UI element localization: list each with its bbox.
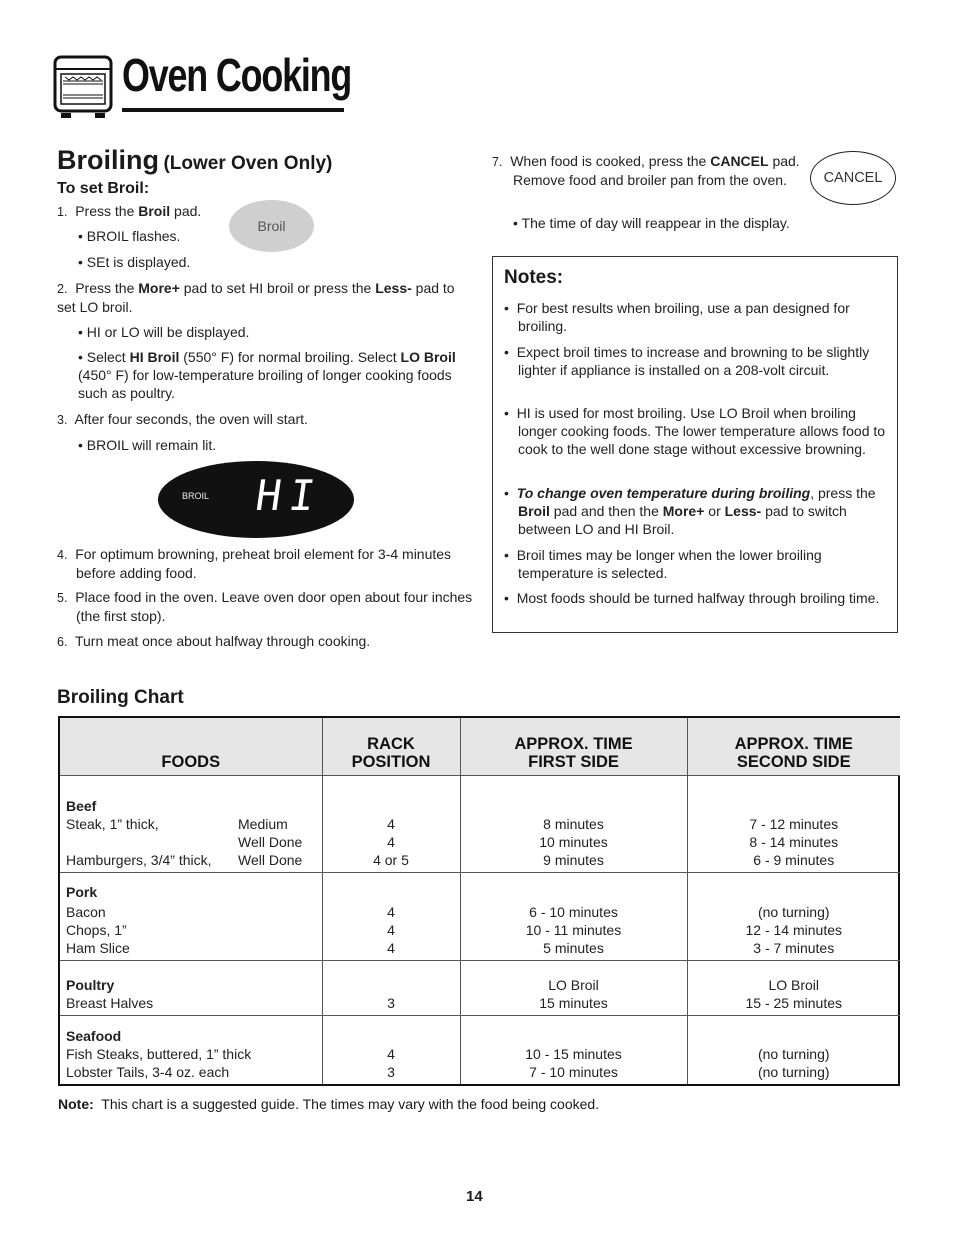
seafood-rack: 4 3 — [322, 1016, 460, 1085]
seafood-first-side: 10 - 15 minutes 7 - 10 minutes — [460, 1016, 687, 1085]
step-1-bullet-2: • SEt is displayed. — [78, 254, 191, 270]
note-2: • Expect broil times to increase and browning to be slightly lighter if appliance is installed on a 208-volt circuit. — [504, 344, 870, 378]
seafood-second-side: (no turning) (no turning) — [687, 1016, 900, 1085]
header-second-side: APPROX. TIME SECOND SIDE — [687, 718, 900, 776]
note-3: • HI is used for most broiling. Use LO Broil when broiling longer cooking foods. The lower temperature allows food to cook to the well done stage without excessive browning. — [504, 405, 886, 457]
step-6: 6. Turn meat once about halfway through cooking. — [57, 633, 371, 649]
pork-second-side: (no turning) 12 - 14 minutes 3 - 7 minutes — [687, 873, 900, 961]
step-4: 4. For optimum browning, preheat broil element for 3-4 minutes before adding food. — [57, 546, 452, 581]
page-number: 14 — [466, 1188, 483, 1205]
note-5: • Broil times may be longer when the lower broiling temperature is selected. — [504, 547, 822, 581]
poultry-rack: 3 — [322, 961, 460, 1016]
title-underline — [122, 108, 344, 112]
poultry-foods: Poultry Breast Halves — [60, 961, 322, 1016]
display-value: HI — [252, 471, 327, 520]
note-1: • For best results when broiling, use a pan designed for broiling. — [504, 300, 850, 334]
chart-note: Note: This chart is a suggested guide. The times may vary with the food being cooked. — [58, 1096, 600, 1112]
step-3-bullet-1: • BROIL will remain lit. — [78, 437, 217, 453]
pork-rack: 4 4 4 — [322, 873, 460, 961]
chart-heading: Broiling Chart — [57, 687, 184, 708]
step-1-bullet-1: • BROIL flashes. — [78, 228, 181, 244]
header-foods: FOODS — [60, 718, 322, 776]
beef-rack: 4 4 4 or 5 — [322, 776, 460, 873]
step-2-bullet-1: • HI or LO will be displayed. — [78, 324, 250, 340]
note-6: • Most foods should be turned halfway through broiling time. — [504, 590, 880, 606]
table-row — [60, 1016, 900, 1085]
seafood-foods: Seafood Fish Steaks, buttered, 1” thick Lobster Tails, 3-4 oz. each — [66, 1028, 252, 1080]
broiling-table — [60, 718, 900, 1084]
beef-first-side: 8 minutes 10 minutes 9 minutes — [460, 776, 687, 873]
header-rack: RACK POSITION — [322, 718, 460, 776]
poultry-first-side: LO Broil 15 minutes — [460, 961, 687, 1016]
step-1: 1. Press the Broil pad. — [57, 203, 202, 219]
section-heading — [57, 145, 332, 176]
notes-title: Notes: — [504, 267, 564, 288]
notes-box — [492, 256, 898, 633]
beef-foods: Beef Steak, 1” thick, Medium Well Done Hamburgers, 3/4” thick, Well Done — [60, 776, 322, 873]
broiling-chart — [58, 716, 900, 1086]
oven-display — [158, 461, 354, 538]
table-row — [60, 961, 900, 1016]
section-heading-main: Broiling — [57, 145, 159, 175]
table-header-row — [60, 718, 900, 776]
subheading: To set Broil: — [57, 180, 150, 197]
step-5: 5. Place food in the oven. Leave oven door open about four inches (the first stop). — [57, 589, 473, 624]
broil-pad[interactable]: Broil — [229, 200, 314, 252]
pork-foods: Pork Bacon Chops, 1” Ham Slice — [60, 873, 322, 961]
step-7-bullet-1: • The time of day will reappear in the display. — [513, 215, 790, 231]
display-label: BROIL — [182, 491, 210, 501]
section-heading-sub: (Lower Oven Only) — [163, 153, 333, 174]
note-4: • To change oven temperature during broiling, press the Broil pad and then the More+ or Less- pad to switch between LO and HI Broil. — [504, 485, 876, 537]
header-first-side: APPROX. TIME FIRST SIDE — [460, 718, 687, 776]
step-7: 7. When food is cooked, press the CANCEL pad. Remove food and broiler pan from the oven. — [492, 153, 800, 188]
oven-icon — [53, 55, 113, 121]
table-row — [60, 776, 900, 873]
beef-second-side: 7 - 12 minutes 8 - 14 minutes 6 - 9 minutes — [687, 776, 900, 873]
table-row — [60, 873, 900, 961]
pork-first-side: 6 - 10 minutes 10 - 11 minutes 5 minutes — [460, 873, 687, 961]
step-2-bullet-2: • Select HI Broil (550° F) for normal broiling. Select LO Broil (450° F) for low-temperature broiling of longer cooking foods such as poultry. — [78, 349, 456, 401]
page-title: Oven Cooking — [122, 49, 352, 101]
poultry-second-side: LO Broil 15 - 25 minutes — [687, 961, 900, 1016]
step-3: 3. After four seconds, the oven will start. — [57, 411, 308, 427]
step-2: 2. Press the More+ pad to set HI broil or press the Less- pad to set LO broil. — [57, 280, 455, 315]
cancel-pad[interactable]: CANCEL — [810, 151, 896, 205]
